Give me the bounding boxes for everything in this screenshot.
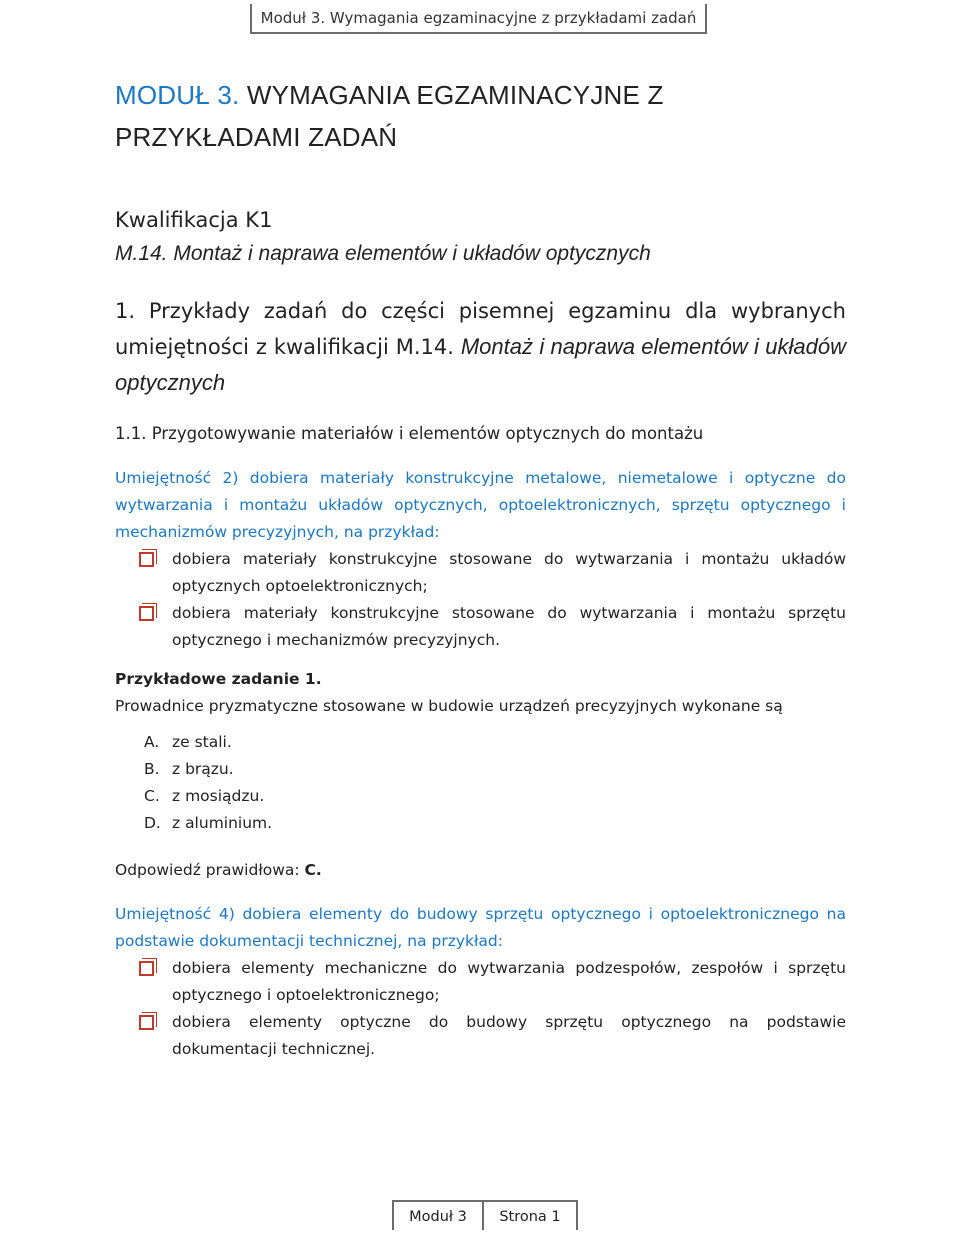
example-1-answers — [115, 729, 846, 837]
answer-option — [115, 756, 846, 783]
answer-option — [115, 729, 846, 756]
qualification-label: Kwalifikacja K1 — [115, 208, 273, 232]
answer-text: z mosiądzu. — [172, 787, 265, 805]
footer-page-number: Strona 1 — [484, 1200, 578, 1230]
qualification-code: M.14. Montaż i naprawa elementów i układów optycznych — [115, 242, 651, 265]
skill-2-bullets — [115, 546, 846, 654]
section-1-1-heading: 1.1. Przygotowywanie materiałów i elementów optycznych do montażu — [115, 424, 704, 443]
square-outline-icon — [139, 1015, 154, 1030]
page-title-prefix: MODUŁ 3. — [115, 80, 240, 110]
correct-answer-value: C. — [304, 861, 322, 879]
page-title — [115, 74, 846, 158]
list-item — [115, 1009, 846, 1063]
example-1-title: Przykładowe zadanie 1. — [115, 670, 322, 688]
correct-answer — [115, 857, 846, 884]
section-1-heading — [115, 293, 846, 401]
list-item-text: dobiera elementy optyczne do budowy sprzętu optycznego na podstawie dokumentacji technicznej. — [172, 1013, 846, 1058]
list-item-text: dobiera materiały konstrukcyjne stosowane do wytwarzania i montażu sprzętu optycznego i mechanizmów precyzyjnych. — [172, 604, 846, 649]
section-1-heading-italic: Montaż i naprawa elementów i układów optycznych — [115, 334, 846, 395]
page-content — [115, 74, 846, 1063]
square-outline-icon — [139, 961, 154, 976]
footer-module: Moduł 3 — [392, 1200, 484, 1230]
page-footer — [392, 1200, 578, 1230]
running-header-text: Moduł 3. Wymagania egzaminacyjne z przykładami zadań — [260, 9, 697, 27]
answer-text: ze stali. — [172, 733, 232, 751]
answer-letter: D. — [144, 814, 161, 832]
square-outline-icon — [139, 552, 154, 567]
correct-answer-label: Odpowiedź prawidłowa: — [115, 861, 305, 879]
answer-option — [115, 783, 846, 810]
answer-text: z brązu. — [172, 760, 234, 778]
answer-option — [115, 810, 846, 837]
answer-letter: B. — [144, 760, 160, 778]
list-item-text: dobiera elementy mechaniczne do wytwarzania podzespołów, zespołów i sprzętu optycznego i optoelektronicznego; — [172, 959, 846, 1004]
skill-2-description: Umiejętność 2) dobiera materiały konstrukcyjne metalowe, niemetalowe i optyczne do wytwarzania i montażu układów optycznych, optoelektronicznych, sprzętu optycznego i mechanizmów precyzyjnych, na przykład: — [115, 469, 846, 541]
skill-4-bullets — [115, 955, 846, 1063]
section-1-heading-plain: 1. Przykłady zadań do części pisemnej egzaminu dla wybranych umiejętności z kwalifikacji M.14. — [115, 299, 846, 359]
page-title-rest: WYMAGANIA EGZAMINACYJNE Z PRZYKŁADAMI ZADAŃ — [115, 80, 664, 152]
answer-text: z aluminium. — [172, 814, 273, 832]
square-outline-icon — [139, 606, 154, 621]
answer-letter: C. — [144, 787, 160, 805]
list-item — [115, 955, 846, 1009]
skill-4-description: Umiejętność 4) dobiera elementy do budowy sprzętu optycznego i optoelektronicznego na podstawie dokumentacji technicznej, na przykład: — [115, 905, 846, 950]
list-item — [115, 546, 846, 600]
list-item-text: dobiera materiały konstrukcyjne stosowane do wytwarzania i montażu układów optycznych optoelektronicznych; — [172, 550, 846, 595]
list-item — [115, 600, 846, 654]
answer-letter: A. — [144, 733, 160, 751]
example-1-question: Prowadnice pryzmatyczne stosowane w budowie urządzeń precyzyjnych wykonane są — [115, 697, 783, 715]
running-header — [250, 4, 707, 34]
